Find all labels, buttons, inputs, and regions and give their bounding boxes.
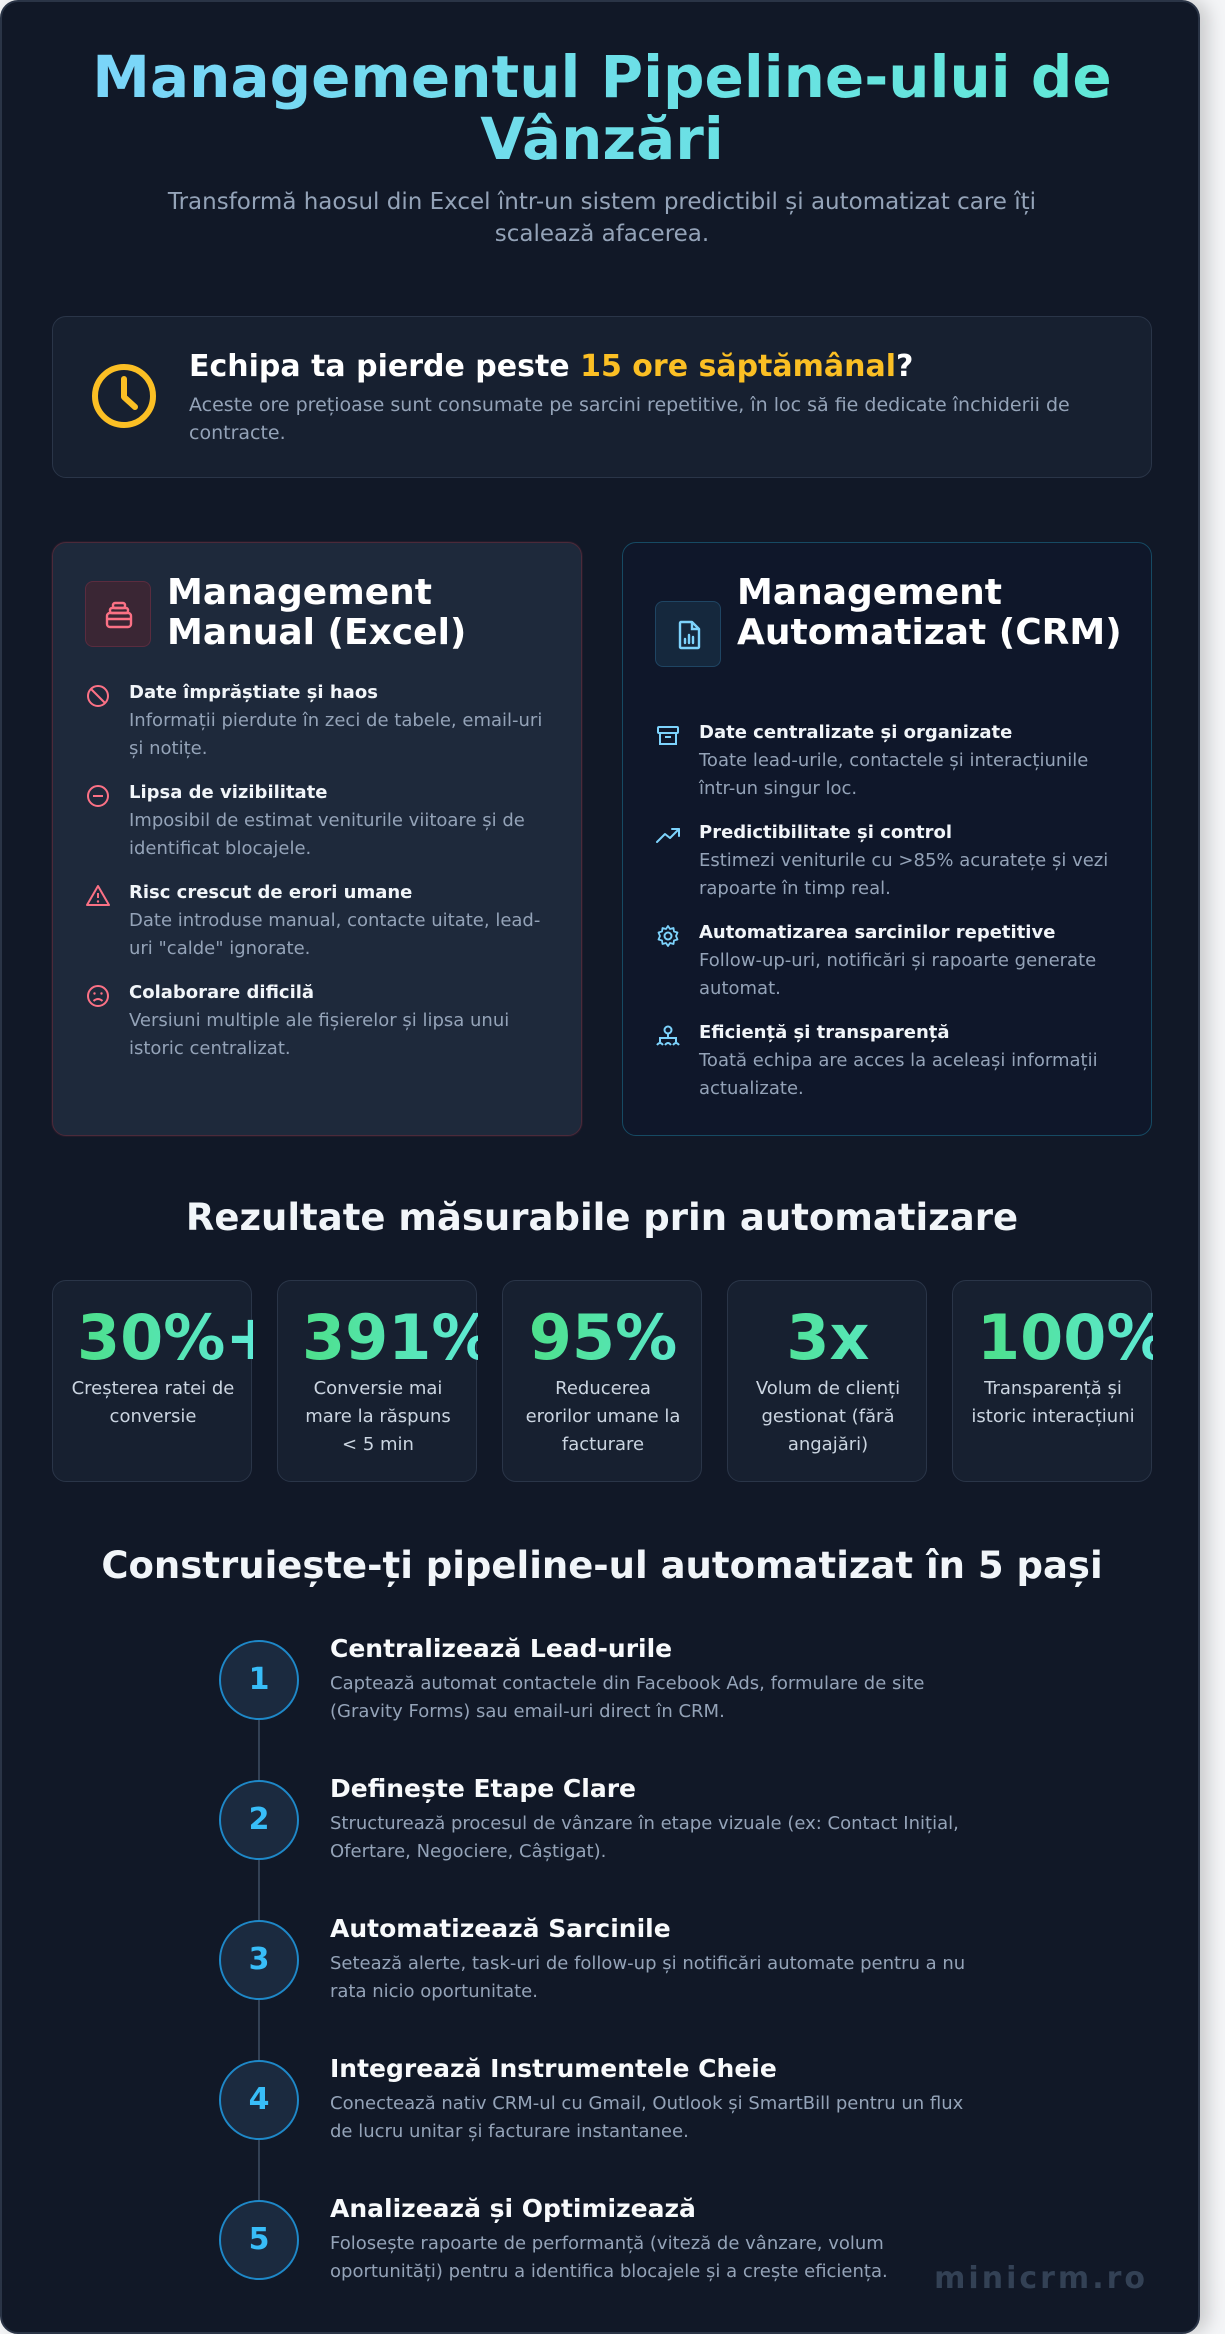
item-desc: Versiuni multiple ale fișierelor și lipsa unui istoric centralizat. bbox=[129, 1010, 510, 1059]
stat-label: Creșterea ratei de conversie bbox=[71, 1378, 235, 1427]
item-desc: Imposibil de estimat veniturile viitoare și de identificat blocajele. bbox=[129, 810, 525, 859]
manual-items-list bbox=[85, 681, 555, 1081]
step-desc: Setează alerte, task-uri de follow-up și notificări automate pentru a nu rata nicio oportunitate. bbox=[330, 1953, 966, 2002]
steps-title: Construiește-ți pipeline-ul automatizat în 5 pași bbox=[101, 1544, 1103, 1587]
step-number: 5 bbox=[219, 2200, 299, 2280]
frown-icon bbox=[85, 983, 111, 1009]
step-title: Definește Etape Clare bbox=[330, 1774, 637, 1803]
stat-card bbox=[277, 1280, 494, 1482]
stat-value: 3x bbox=[728, 1301, 928, 1374]
gear-icon bbox=[655, 923, 681, 949]
item-title: Risc crescut de erori umane bbox=[129, 882, 413, 903]
document-chart-icon bbox=[673, 619, 705, 651]
stat-label: Volum de clienți gestionat (fără angajări) bbox=[755, 1378, 901, 1455]
step-number: 2 bbox=[219, 1780, 299, 1860]
list-item bbox=[655, 921, 1125, 1021]
item-title: Date împrăștiate și haos bbox=[129, 682, 378, 703]
stat-value: 30%+ bbox=[53, 1301, 253, 1374]
page-subtitle: Transformă haosul din Excel într-un sistem predictibil și automatizat care îți scalează afacerea. bbox=[167, 189, 1037, 247]
stat-card bbox=[52, 1280, 278, 1482]
time-loss-alert bbox=[52, 316, 1152, 478]
item-desc: Estimezi veniturile cu >85% acuratețe și vezi rapoarte în timp real. bbox=[699, 850, 1109, 899]
results-title: Rezultate măsurabile prin automatizare bbox=[185, 1196, 1019, 1239]
alert-text: Aceste ore prețioase sunt consumate pe sarcini repetitive, în loc să fie dedicate închiderii de contracte. bbox=[189, 394, 1070, 444]
step-number: 1 bbox=[219, 1640, 299, 1720]
step-desc: Structurează procesul de vânzare în etape vizuale (ex: Contact Inițial, Ofertare, Negociere, Câștigat). bbox=[330, 1813, 959, 1862]
stat-label: Transparență și istoric interacțiuni bbox=[971, 1378, 1135, 1427]
step-number: 3 bbox=[219, 1920, 299, 2000]
item-title: Lipsa de vizibilitate bbox=[129, 782, 328, 803]
item-desc: Toată echipa are acces la aceleași informații actualizate. bbox=[699, 1050, 1098, 1099]
page-title: Managementul Pipeline-ului de Vânzări bbox=[2, 46, 1202, 170]
team-icon bbox=[655, 1023, 681, 1049]
ban-icon bbox=[85, 683, 111, 709]
step-desc: Conectează nativ CRM-ul cu Gmail, Outlook și SmartBill pentru un flux de lucru unitar și facturare instantanee. bbox=[330, 2093, 964, 2142]
alert-title bbox=[189, 349, 913, 384]
step-title: Centralizează Lead-urile bbox=[330, 1634, 673, 1663]
brand-watermark: minicrm.ro bbox=[934, 2261, 1148, 2296]
automated-management-card bbox=[622, 542, 1152, 1136]
trending-up-icon bbox=[655, 823, 681, 849]
item-title: Eficiență și transparență bbox=[699, 1022, 950, 1043]
item-desc: Toate lead-urile, contactele și interacțiunile într-un singur loc. bbox=[699, 750, 1089, 799]
item-title: Date centralizate și organizate bbox=[699, 722, 1013, 743]
clock-icon bbox=[89, 361, 159, 431]
stat-value: 100% bbox=[953, 1301, 1153, 1374]
auto-items-list bbox=[655, 721, 1125, 1121]
archive-icon bbox=[655, 723, 681, 749]
list-item bbox=[85, 681, 555, 781]
step-title: Automatizează Sarcinile bbox=[330, 1914, 671, 1943]
manual-card-title: Management Manual (Excel) bbox=[167, 572, 467, 653]
list-item bbox=[655, 1021, 1125, 1121]
stat-value: 95% bbox=[503, 1301, 703, 1374]
auto-card-title: Management Automatizat (CRM) bbox=[737, 572, 1122, 653]
stat-card bbox=[727, 1280, 927, 1482]
item-desc: Date introduse manual, contacte uitate, lead-uri "calde" ignorate. bbox=[129, 910, 541, 959]
auto-card-badge bbox=[655, 601, 721, 667]
item-title: Predictibilitate și control bbox=[699, 822, 953, 843]
stat-value: 391% bbox=[278, 1301, 478, 1374]
list-item bbox=[85, 781, 555, 881]
item-title: Automatizarea sarcinilor repetitive bbox=[699, 922, 1056, 943]
step-title: Analizează și Optimizează bbox=[330, 2194, 696, 2223]
alert-title-highlight: 15 ore săptămânal bbox=[580, 349, 897, 384]
step-number: 4 bbox=[219, 2060, 299, 2140]
manual-management-card bbox=[52, 542, 582, 1136]
alert-title-pre: Echipa ta pierde peste bbox=[189, 349, 581, 384]
stat-label: Reducerea erorilor umane la facturare bbox=[525, 1378, 681, 1455]
list-item bbox=[655, 821, 1125, 921]
stat-card bbox=[952, 1280, 1169, 1482]
stat-card bbox=[502, 1280, 702, 1482]
step-desc: Captează automat contactele din Facebook Ads, formulare de site (Gravity Forms) sau email-uri direct în CRM. bbox=[330, 1673, 925, 1722]
item-desc: Follow-up-uri, notificări și rapoarte generate automat. bbox=[699, 950, 1097, 999]
minus-circle-icon bbox=[85, 783, 111, 809]
inbox-stack-icon bbox=[103, 599, 135, 631]
list-item bbox=[655, 721, 1125, 821]
warning-icon bbox=[85, 883, 111, 909]
alert-title-post: ? bbox=[896, 349, 914, 384]
stat-label: Conversie mai mare la răspuns < 5 min bbox=[305, 1378, 451, 1455]
item-desc: Informații pierdute în zeci de tabele, email-uri și notițe. bbox=[129, 710, 543, 759]
item-title: Colaborare dificilă bbox=[129, 982, 315, 1003]
manual-card-badge bbox=[85, 581, 151, 647]
list-item bbox=[85, 881, 555, 981]
step-title: Integrează Instrumentele Cheie bbox=[330, 2054, 777, 2083]
list-item bbox=[85, 981, 555, 1081]
step-desc: Folosește rapoarte de performanță (viteză de vânzare, volum oportunități) pentru a identifica blocajele și a crește eficiența. bbox=[330, 2233, 888, 2282]
